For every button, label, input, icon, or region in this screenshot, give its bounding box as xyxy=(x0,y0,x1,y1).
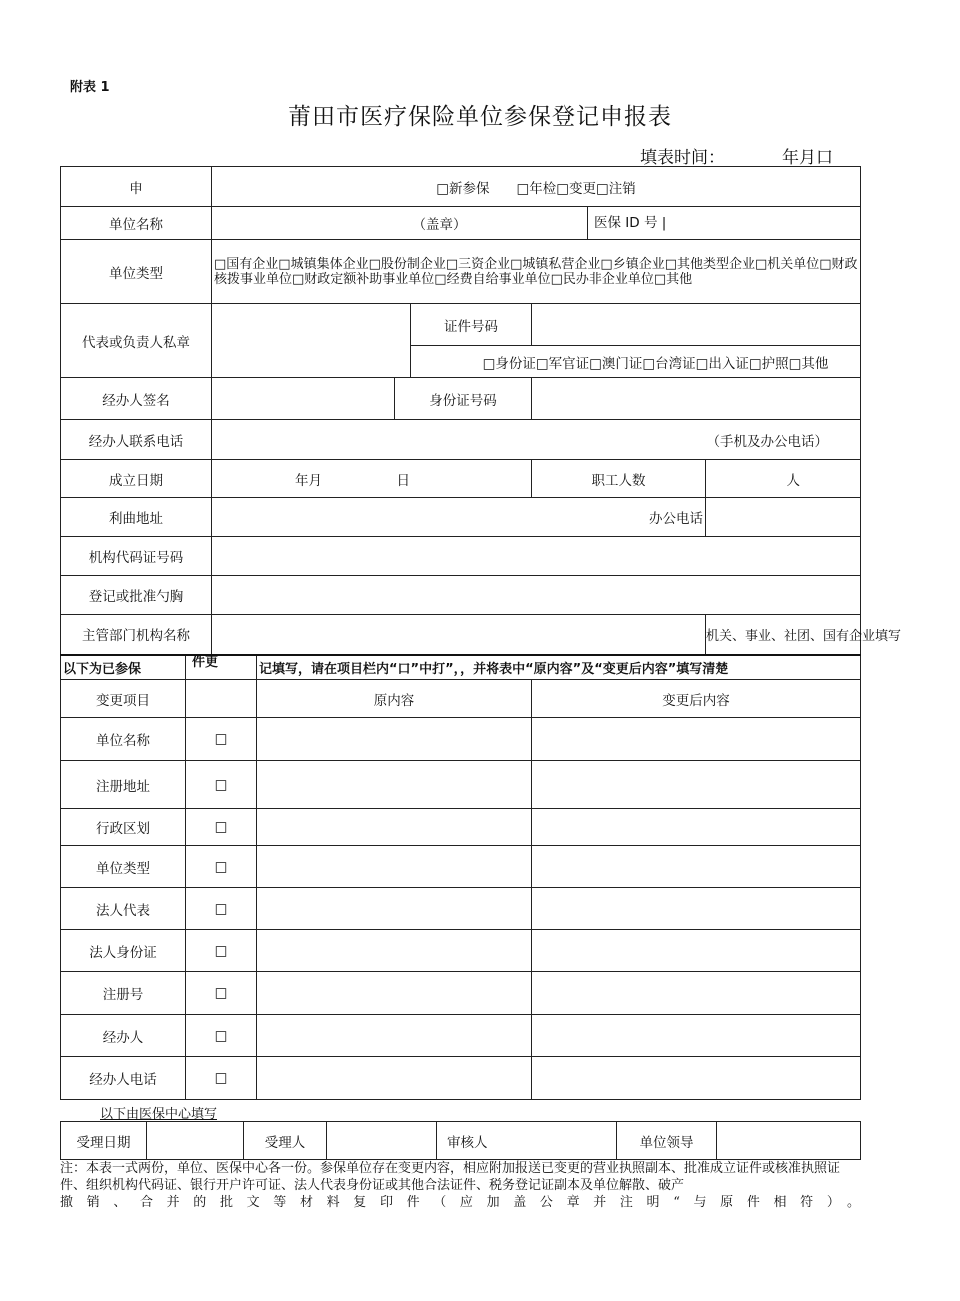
handler-phone-field[interactable] xyxy=(212,420,861,460)
change-checkbox[interactable]: □ xyxy=(186,1057,257,1100)
change-item-label: 注册号 xyxy=(61,972,186,1015)
address-label: 利曲地址 xyxy=(61,498,212,537)
footnote xyxy=(60,1160,860,1211)
handler-sign-label: 经办人签名 xyxy=(61,378,212,420)
original-content-cell[interactable] xyxy=(257,972,532,1015)
original-content-cell[interactable] xyxy=(257,930,532,972)
office-phone-label: 办公电话 xyxy=(649,511,703,527)
changed-content-cell[interactable] xyxy=(532,888,861,930)
acceptor-label: 受理人 xyxy=(244,1122,327,1160)
unit-type-options[interactable]: □国有企业□城镇集体企业□股份制企业□三资企业□城镇私营企业□乡镇企业□其他类型企业□机关单位□财政核拨事业单位□财政定额补助事业单位□经费自给事业单位□民办非企业单位□其他 xyxy=(212,240,861,304)
original-content-cell[interactable] xyxy=(257,1057,532,1100)
change-checkbox[interactable]: □ xyxy=(186,846,257,888)
dept-hint: 机关、事业、社团、国有企业填写 xyxy=(706,615,861,655)
id-no-grid[interactable] xyxy=(532,378,861,420)
change-item-label: 法人代表 xyxy=(61,888,186,930)
changed-content-cell[interactable] xyxy=(532,1015,861,1057)
registration-form-table xyxy=(60,166,902,1100)
accept-date-field[interactable] xyxy=(147,1122,244,1160)
center-fill-title: 以下由医保中心填写 xyxy=(100,1107,218,1122)
changed-content-cell[interactable] xyxy=(532,809,861,846)
cert-no-grid[interactable] xyxy=(532,304,861,346)
change-item-label: 注册地址 xyxy=(61,761,186,809)
cert-type-options[interactable]: □身份证□军官证□澳门证□台湾证□出入证□护照□其他 xyxy=(411,346,861,378)
rep-seal-label: 代表或负责人私章 xyxy=(61,304,212,378)
fill-time-value: 年月口 xyxy=(782,148,833,168)
change-item-label: 单位类型 xyxy=(61,846,186,888)
col-changed-header: 变更后内容 xyxy=(532,680,861,718)
acceptor-field[interactable] xyxy=(327,1122,437,1160)
leader-label: 单位领导 xyxy=(617,1122,717,1160)
original-content-cell[interactable] xyxy=(257,846,532,888)
fill-time-label: 填表时间： xyxy=(640,148,725,168)
handler-phone-hint: （手机及办公电话） xyxy=(706,433,829,450)
col-check-header xyxy=(186,680,257,718)
dept-label: 主管部门机构名称 xyxy=(61,615,212,655)
employees-unit: 人 xyxy=(786,472,801,489)
accept-date-label: 受理日期 xyxy=(61,1122,147,1160)
changed-content-cell[interactable] xyxy=(532,972,861,1015)
medical-id-field[interactable]: 医保 ID 号 | xyxy=(588,207,861,240)
apply-options[interactable]: □新参保 □年检□变更□注销 xyxy=(212,167,861,207)
founded-label: 成立日期 xyxy=(61,460,212,498)
footnote-text: 注：本表一式两份，单位、医保中心各一份。参保单位存在变更内容，相应附加报送已变更的营业执照副本、批准成立证件或核准执照证件、组织机构代码证、银行开户许可证、法人代表身份证或其他合法证件、税务登记证副本及单位解散、破产 xyxy=(60,1161,841,1193)
unit-name-stamp: （盖章） xyxy=(412,217,467,233)
col-original-header: 原内容 xyxy=(257,680,532,718)
change-checkbox[interactable]: □ xyxy=(186,930,257,972)
original-content-cell[interactable] xyxy=(257,809,532,846)
apply-label: 申 xyxy=(61,167,212,207)
change-checkbox[interactable]: □ xyxy=(186,888,257,930)
change-checkbox[interactable]: □ xyxy=(186,718,257,761)
founded-month: 年月 xyxy=(295,472,322,489)
founded-field[interactable] xyxy=(212,460,532,498)
registration-label: 登记或批准勺胸 xyxy=(61,576,212,615)
change-item-label: 经办人 xyxy=(61,1015,186,1057)
footnote-last-line: 撤销、合并的批文等材料复印件（应加盖公章并注明“与原件相符）。 xyxy=(60,1195,860,1210)
change-checkbox[interactable]: □ xyxy=(186,972,257,1015)
change-checkbox[interactable]: □ xyxy=(186,809,257,846)
employees-label: 职工人数 xyxy=(532,460,706,498)
handler-sign-field[interactable] xyxy=(212,378,395,420)
original-content-cell[interactable] xyxy=(257,1015,532,1057)
change-notice-mid: 件更 xyxy=(186,655,257,680)
change-item-label: 经办人电话 xyxy=(61,1057,186,1100)
handler-phone-label: 经办人联系电话 xyxy=(61,420,212,460)
changed-content-cell[interactable] xyxy=(532,930,861,972)
org-code-label: 机构代码证号码 xyxy=(61,537,212,576)
employees-field[interactable] xyxy=(706,460,861,498)
change-notice-right: 记填写，请在项目栏内“口”中打”，，并将表中“原内容”及“变更后内容”填写清楚 xyxy=(257,655,861,680)
dept-field[interactable] xyxy=(212,615,706,655)
change-item-label: 行政区划 xyxy=(61,809,186,846)
reviewer-label: 审核人 xyxy=(437,1122,617,1160)
changed-content-cell[interactable] xyxy=(532,761,861,809)
page-title: 莆田市医疗保险单位参保登记申报表 xyxy=(288,104,672,130)
changed-content-cell[interactable] xyxy=(532,1057,861,1100)
change-checkbox[interactable]: □ xyxy=(186,1015,257,1057)
changed-content-cell[interactable] xyxy=(532,718,861,761)
cert-no-label: 证件号码 xyxy=(411,304,532,346)
rep-seal-field[interactable] xyxy=(212,304,411,378)
attachment-label: 附表 1 xyxy=(70,80,110,95)
medical-id-label: 医保 ID 号 xyxy=(594,215,658,231)
founded-day: 日 xyxy=(396,472,410,489)
change-item-label: 法人身份证 xyxy=(61,930,186,972)
changed-content-cell[interactable] xyxy=(532,846,861,888)
registration-field[interactable] xyxy=(212,576,861,615)
col-item-header: 变更项目 xyxy=(61,680,186,718)
original-content-cell[interactable] xyxy=(257,718,532,761)
org-code-field[interactable] xyxy=(212,537,861,576)
change-checkbox[interactable]: □ xyxy=(186,761,257,809)
change-item-label: 单位名称 xyxy=(61,718,186,761)
office-phone-field[interactable] xyxy=(706,498,861,537)
unit-name-label: 单位名称 xyxy=(61,207,212,240)
original-content-cell[interactable] xyxy=(257,761,532,809)
change-notice-left: 以下为已参保 xyxy=(61,655,186,680)
original-content-cell[interactable] xyxy=(257,888,532,930)
unit-name-field[interactable] xyxy=(212,207,588,240)
unit-type-label: 单位类型 xyxy=(61,240,212,304)
center-table xyxy=(60,1121,861,1160)
id-no-label: 身份证号码 xyxy=(395,378,532,420)
leader-field[interactable] xyxy=(717,1122,861,1160)
address-field[interactable] xyxy=(212,498,706,537)
